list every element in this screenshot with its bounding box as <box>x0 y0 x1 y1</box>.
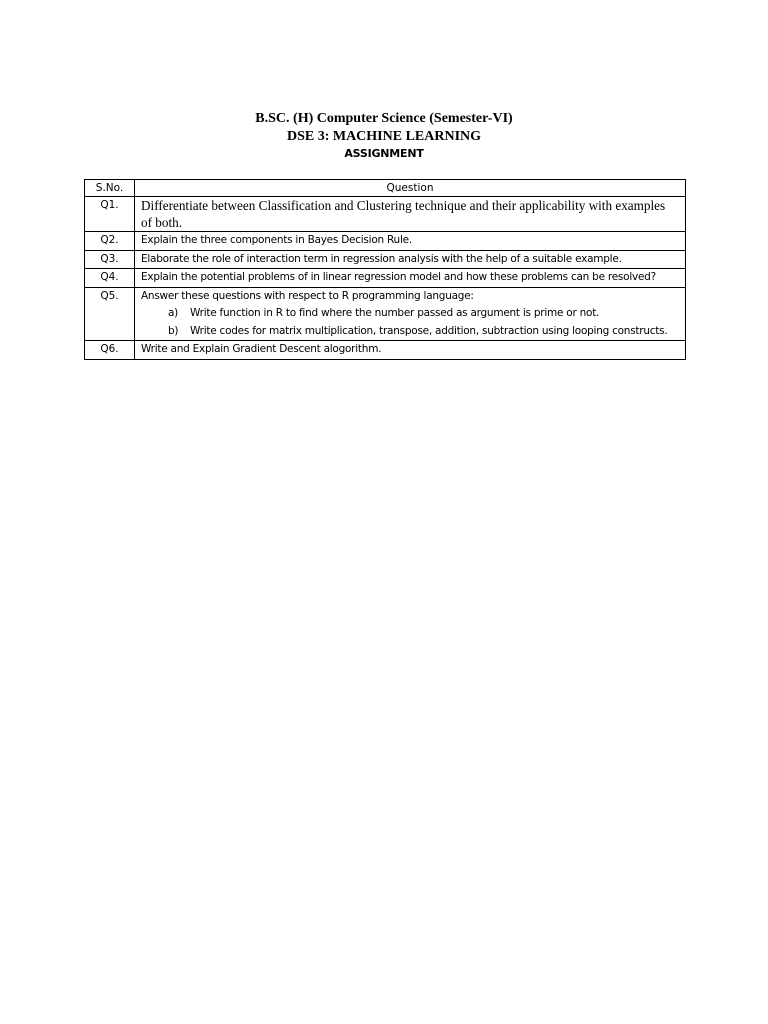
row-sno: Q6. <box>85 341 135 360</box>
row-question: Explain the three components in Bayes Decision Rule. <box>135 232 686 251</box>
row-question: Answer these questions with respect to R programming language: <box>141 289 474 302</box>
subitem-text: Write codes for matrix multiplication, transpose, addition, subtraction using looping constructs. <box>190 324 668 337</box>
subitem <box>141 305 679 323</box>
subitem-marker: b) <box>168 324 179 337</box>
row-sno: Q3. <box>85 250 135 269</box>
table-row <box>85 232 686 251</box>
row-sno: Q1. <box>85 197 135 232</box>
table-header-row <box>85 180 686 197</box>
question-table <box>84 179 686 360</box>
row-question: Elaborate the role of interaction term in regression analysis with the help of a suitable example. <box>135 250 686 269</box>
row-question: Differentiate between Classification and Clustering technique and their applicability with examples of both. <box>135 197 686 232</box>
table-row <box>85 269 686 288</box>
subitem-text: Write function in R to find where the number passed as argument is prime or not. <box>190 307 600 319</box>
row-question: Explain the potential problems of in linear regression model and how these problems can be resolved? <box>135 269 686 288</box>
assignment-heading: ASSIGNMENT <box>344 147 424 160</box>
row-sno: Q5. <box>85 287 135 341</box>
subitem <box>141 323 679 341</box>
paper-title: DSE 3: MACHINE LEARNING <box>286 129 482 144</box>
table-row <box>85 250 686 269</box>
row-question: Write and Explain Gradient Descent alogorithm. <box>135 341 686 360</box>
table-row <box>85 287 686 341</box>
column-header-question: Question <box>135 180 686 197</box>
course-title: B.SC. (H) Computer Science (Semester-VI) <box>255 111 513 126</box>
row-sno: Q4. <box>85 269 135 288</box>
row-question-with-subitems <box>135 287 686 341</box>
column-header-sno: S.No. <box>85 180 135 197</box>
row-sno: Q2. <box>85 232 135 251</box>
table-row <box>85 197 686 232</box>
table-row <box>85 341 686 360</box>
subitem-marker: a) <box>168 307 179 319</box>
